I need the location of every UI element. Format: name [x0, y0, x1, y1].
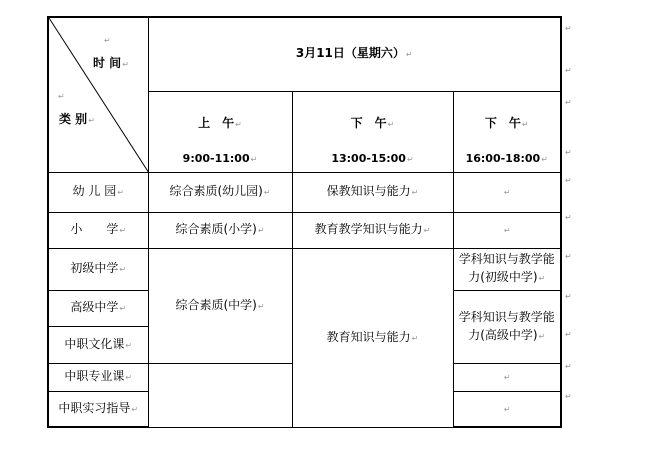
category-vocational-culture: 中职文化课↵ — [48, 326, 148, 363]
subject-cell: 学科知识与教学能力(初级中学)↵ — [453, 248, 561, 290]
paragraph-mark: ↵ — [565, 24, 572, 33]
exam-date: 3月11日（星期六） — [295, 46, 405, 61]
session-time: 16:00-18:00 — [465, 151, 541, 165]
paragraph-mark: ↵ — [565, 148, 572, 157]
empty-cell — [148, 363, 292, 427]
corner-header-cell — [48, 17, 148, 172]
category-kindergarten: 幼 儿 园↵ — [48, 172, 148, 212]
session-label: 下 午 — [484, 115, 521, 130]
empty-cell: ↵ — [453, 391, 561, 427]
category-primary: 小 学↵ — [48, 212, 148, 248]
subject-cell: 综合素质(幼儿园)↵ — [148, 172, 292, 212]
session-label: 上 午 — [198, 115, 235, 130]
paragraph-mark: ↵ — [58, 92, 65, 101]
category-vocational-practice: 中职实习指导↵ — [48, 391, 148, 427]
corner-category-label: 类 别↵ — [59, 112, 95, 126]
paragraph-mark: ↵ — [565, 176, 572, 185]
paragraph-mark: ↵ — [565, 252, 572, 261]
paragraph-mark: ↵ — [565, 98, 572, 107]
session-time: 13:00-15:00 — [331, 151, 406, 165]
empty-cell: ↵ — [453, 363, 561, 391]
date-header-cell: 3月11日（星期六）↵ — [148, 17, 561, 91]
session-cell-afternoon-2: 下 午↵ 16:00-18:00↵ — [453, 91, 561, 172]
subject-cell: 综合素质(小学)↵ — [148, 212, 292, 248]
category-senior: 高级中学↵ — [48, 290, 148, 326]
subject-cell: 保教知识与能力↵ — [292, 172, 453, 212]
session-time: 9:00-11:00 — [182, 151, 250, 165]
paragraph-mark: ↵ — [565, 292, 572, 301]
subject-cell: 综合素质(中学)↵ — [148, 248, 292, 363]
subject-cell: 教育教学知识与能力↵ — [292, 212, 453, 248]
paragraph-mark: ↵ — [565, 213, 572, 222]
exam-schedule-table — [47, 16, 562, 428]
session-cell-morning: 上 午↵ 9:00-11:00↵ — [148, 91, 292, 172]
empty-cell: ↵ — [453, 212, 561, 248]
category-junior: 初级中学↵ — [48, 248, 148, 290]
paragraph-mark: ↵ — [565, 362, 572, 371]
category-vocational-major: 中职专业课↵ — [48, 363, 148, 391]
paragraph-mark: ↵ — [565, 392, 572, 401]
paragraph-mark: ↵ — [565, 66, 572, 75]
session-cell-afternoon-1: 下 午↵ 13:00-15:00↵ — [292, 91, 453, 172]
empty-cell: ↵ — [453, 172, 561, 212]
paragraph-mark: ↵ — [104, 36, 111, 45]
subject-cell: 教育知识与能力↵ — [292, 248, 453, 427]
paragraph-mark: ↵ — [565, 330, 572, 339]
corner-time-label: 时 间↵ — [93, 56, 129, 70]
subject-cell: 学科知识与教学能力(高级中学)↵ — [453, 290, 561, 363]
session-label: 下 午 — [350, 115, 387, 130]
